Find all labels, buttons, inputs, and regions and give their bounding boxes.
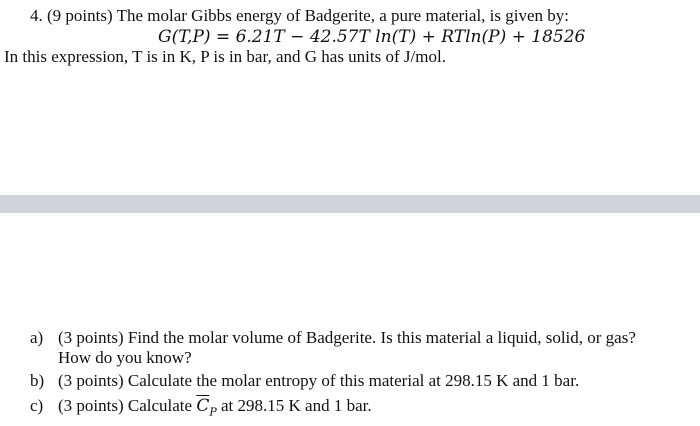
problem-number: 4.: [30, 6, 43, 25]
part-b-text: (3 points) Calculate the molar entropy of this material at 298.15 K and 1 bar.: [58, 371, 580, 390]
part-c-text-before: (3 points) Calculate: [58, 396, 197, 415]
part-c-text-after: at 298.15 K and 1 bar.: [216, 396, 372, 415]
units-note: In this expression, T is in K, P is in bar, and G has units of J/mol.: [4, 47, 446, 66]
part-a-continuation: How do you know?: [58, 348, 192, 367]
cp-subscript: P: [209, 405, 217, 419]
part-c: [30, 396, 372, 422]
cp-letter: $\overline{C}$: [196, 396, 210, 416]
cp-symbol: [196, 396, 217, 419]
part-a-text: (3 points) Find the molar volume of Badgerite. Is this material a liquid, solid, or gas?: [58, 328, 636, 347]
problem-points: (9 points): [47, 6, 113, 25]
part-b-label: b): [30, 371, 45, 390]
part-a-label: a): [30, 328, 44, 347]
gibbs-equation: G(T,P) = 6.21T − 42.57T ln(T) + RTln(P) + 18526: [158, 27, 586, 47]
section-divider: [0, 195, 700, 213]
problem-heading: [30, 6, 569, 26]
part-b: [30, 371, 579, 391]
part-c-label: c): [30, 396, 44, 415]
part-a: [30, 328, 636, 348]
problem-statement: The molar Gibbs energy of Badgerite, a pure material, is given by:: [116, 6, 570, 25]
